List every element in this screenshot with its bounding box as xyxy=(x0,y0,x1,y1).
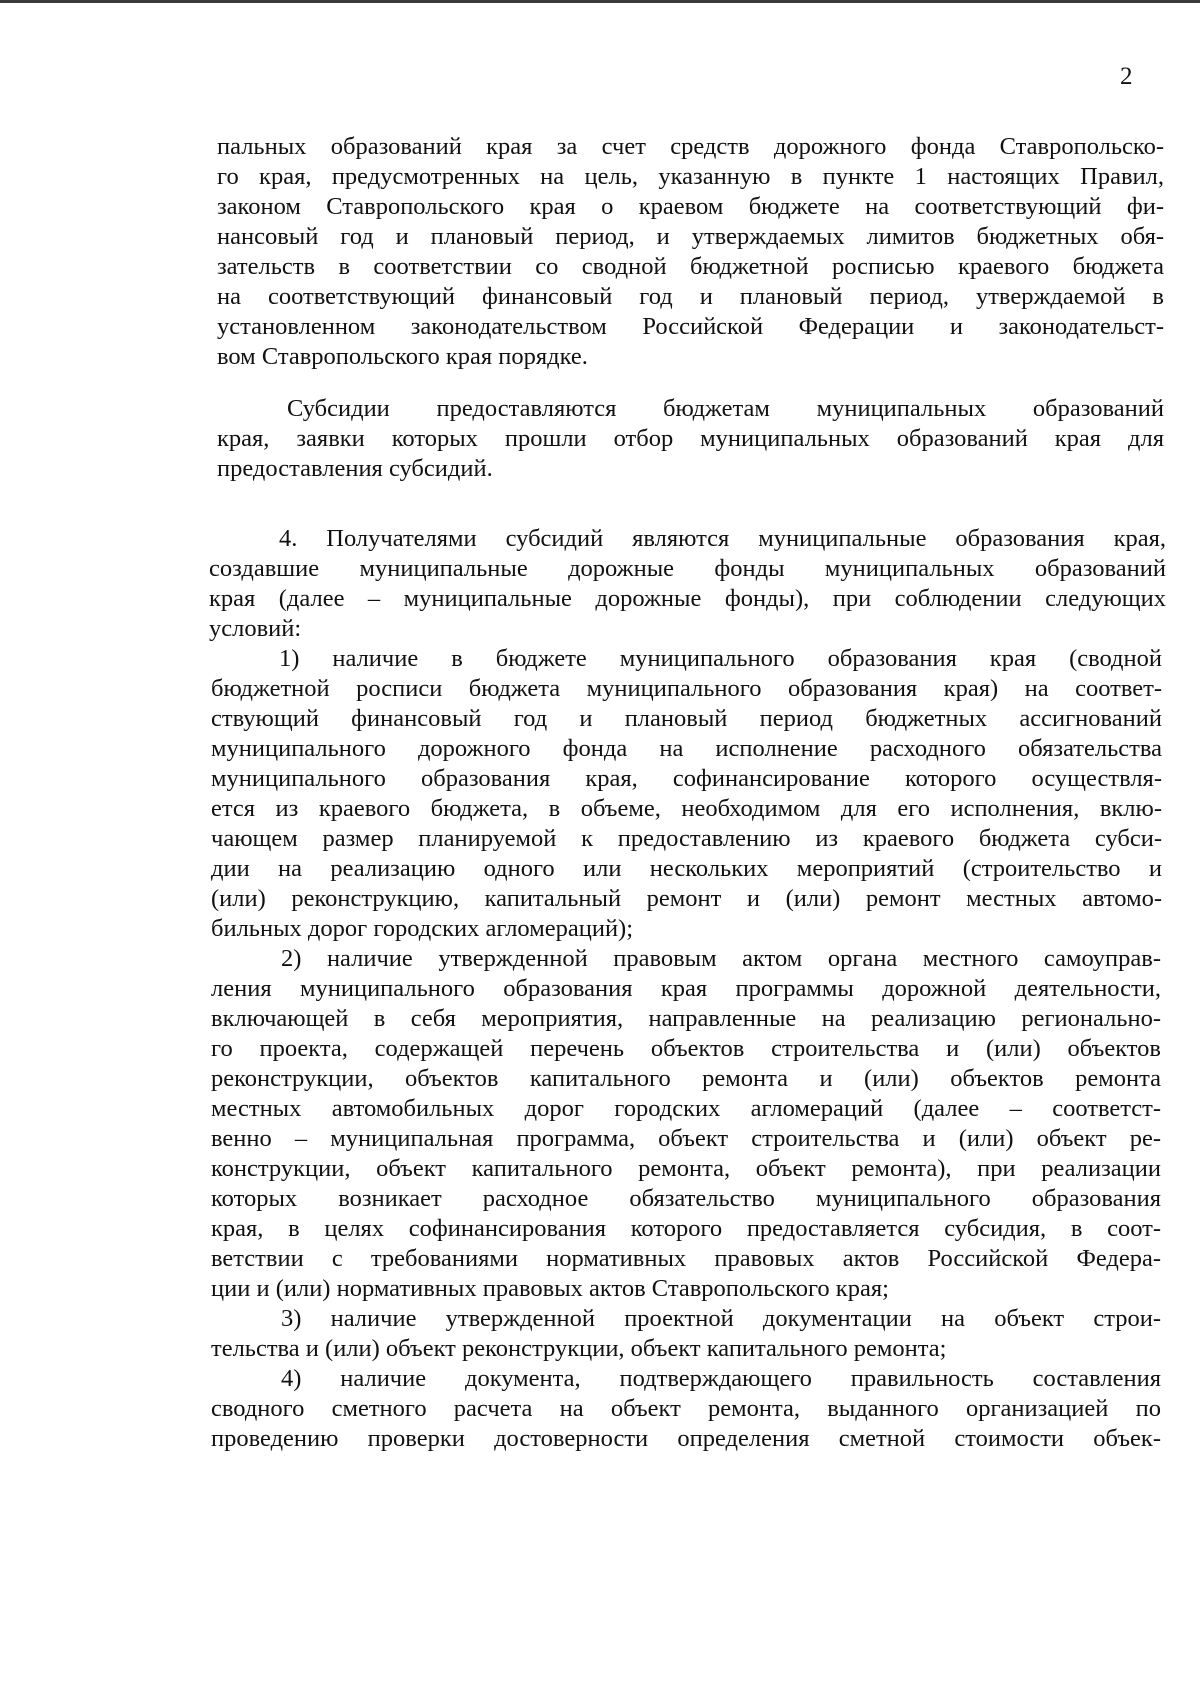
text-line: тельства и (или) объект реконструкции, объект капитального ремонта; xyxy=(211,1335,947,1362)
text-line: местных автомобильных дорог городских агломераций (далее – соответст- xyxy=(211,1095,1161,1122)
text-line: ствующий финансовый год и плановый период бюджетных ассигнований xyxy=(211,705,1162,732)
text-line: сводного сметного расчета на объект ремонта, выданного организацией по xyxy=(211,1395,1161,1422)
text-line: го края, предусмотренных на цель, указанную в пункте 1 настоящих Правил, xyxy=(217,163,1164,190)
text-line: (или) реконструкцию, капитальный ремонт и (или) ремонт местных автомо- xyxy=(211,885,1162,912)
text-line: ветствии с требованиями нормативных правовых актов Российской Федера- xyxy=(211,1245,1161,1272)
text-line: проведению проверки достоверности определения сметной стоимости объек- xyxy=(211,1425,1161,1452)
text-line: муниципального образования края, софинансирование которого осуществля- xyxy=(211,765,1162,792)
text-line: условий: xyxy=(209,615,302,642)
page-top-edge xyxy=(0,0,1200,3)
text-line: 4. Получателями субсидий являются муниципальные образования края, xyxy=(279,525,1166,552)
text-line: муниципального дорожного фонда на исполнение расходного обязательства xyxy=(211,735,1162,762)
text-line: венно – муниципальная программа, объект строительства и (или) объект ре- xyxy=(211,1125,1161,1152)
text-line: предоставления субсидий. xyxy=(217,455,493,482)
text-line: включающей в себя мероприятия, направленные на реализацию регионально- xyxy=(211,1005,1161,1032)
text-line: бильных дорог городских агломераций); xyxy=(211,915,634,942)
text-line: 2) наличие утвержденной правовым актом органа местного самоуправ- xyxy=(281,945,1161,972)
text-line: бюджетной росписи бюджета муниципального образования края) на соответ- xyxy=(211,675,1162,702)
text-line: го проекта, содержащей перечень объектов строительства и (или) объектов xyxy=(211,1035,1161,1062)
text-line: 3) наличие утвержденной проектной документации на объект строи- xyxy=(281,1305,1161,1332)
text-line: ления муниципального образования края программы дорожной деятельности, xyxy=(211,975,1161,1002)
text-line: которых возникает расходное обязательство муниципального образования xyxy=(211,1185,1161,1212)
page-number: 2 xyxy=(1120,63,1133,90)
text-line: зательств в соответствии со сводной бюджетной росписью краевого бюджета xyxy=(217,253,1164,280)
text-line: края (далее – муниципальные дорожные фонды), при соблюдении следующих xyxy=(209,585,1166,612)
text-line: края, заявки которых прошли отбор муниципальных образований края для xyxy=(217,425,1164,452)
text-line: края, в целях софинансирования которого предоставляется субсидия, в соот- xyxy=(211,1215,1161,1242)
text-line: 1) наличие в бюджете муниципального образования края (сводной xyxy=(279,645,1162,672)
text-line: на соответствующий финансовый год и плановый период, утверждаемой в xyxy=(217,283,1164,310)
text-line: пальных образований края за счет средств дорожного фонда Ставропольско- xyxy=(217,133,1164,160)
text-line: 4) наличие документа, подтверждающего правильность составления xyxy=(281,1365,1161,1392)
text-line: ции и (или) нормативных правовых актов Ставропольского края; xyxy=(211,1275,889,1302)
text-line: Субсидии предоставляются бюджетам муниципальных образований xyxy=(287,395,1164,422)
text-line: установленном законодательством Российской Федерации и законодательст- xyxy=(217,313,1164,340)
text-line: законом Ставропольского края о краевом бюджете на соответствующий фи- xyxy=(217,193,1164,220)
text-line: дии на реализацию одного или нескольких мероприятий (строительство и xyxy=(211,855,1162,882)
text-line: вом Ставропольского края порядке. xyxy=(217,343,588,370)
text-line: чающем размер планируемой к предоставлению из краевого бюджета субси- xyxy=(211,825,1162,852)
text-line: конструкции, объект капитального ремонта, объект ремонта), при реализации xyxy=(211,1155,1161,1182)
text-line: ется из краевого бюджета, в объеме, необходимом для его исполнения, вклю- xyxy=(211,795,1162,822)
text-line: нансовый год и плановый период, и утверждаемых лимитов бюджетных обя- xyxy=(217,223,1164,250)
text-line: создавшие муниципальные дорожные фонды муниципальных образований xyxy=(209,555,1166,582)
text-line: реконструкции, объектов капитального ремонта и (или) объектов ремонта xyxy=(211,1065,1161,1092)
